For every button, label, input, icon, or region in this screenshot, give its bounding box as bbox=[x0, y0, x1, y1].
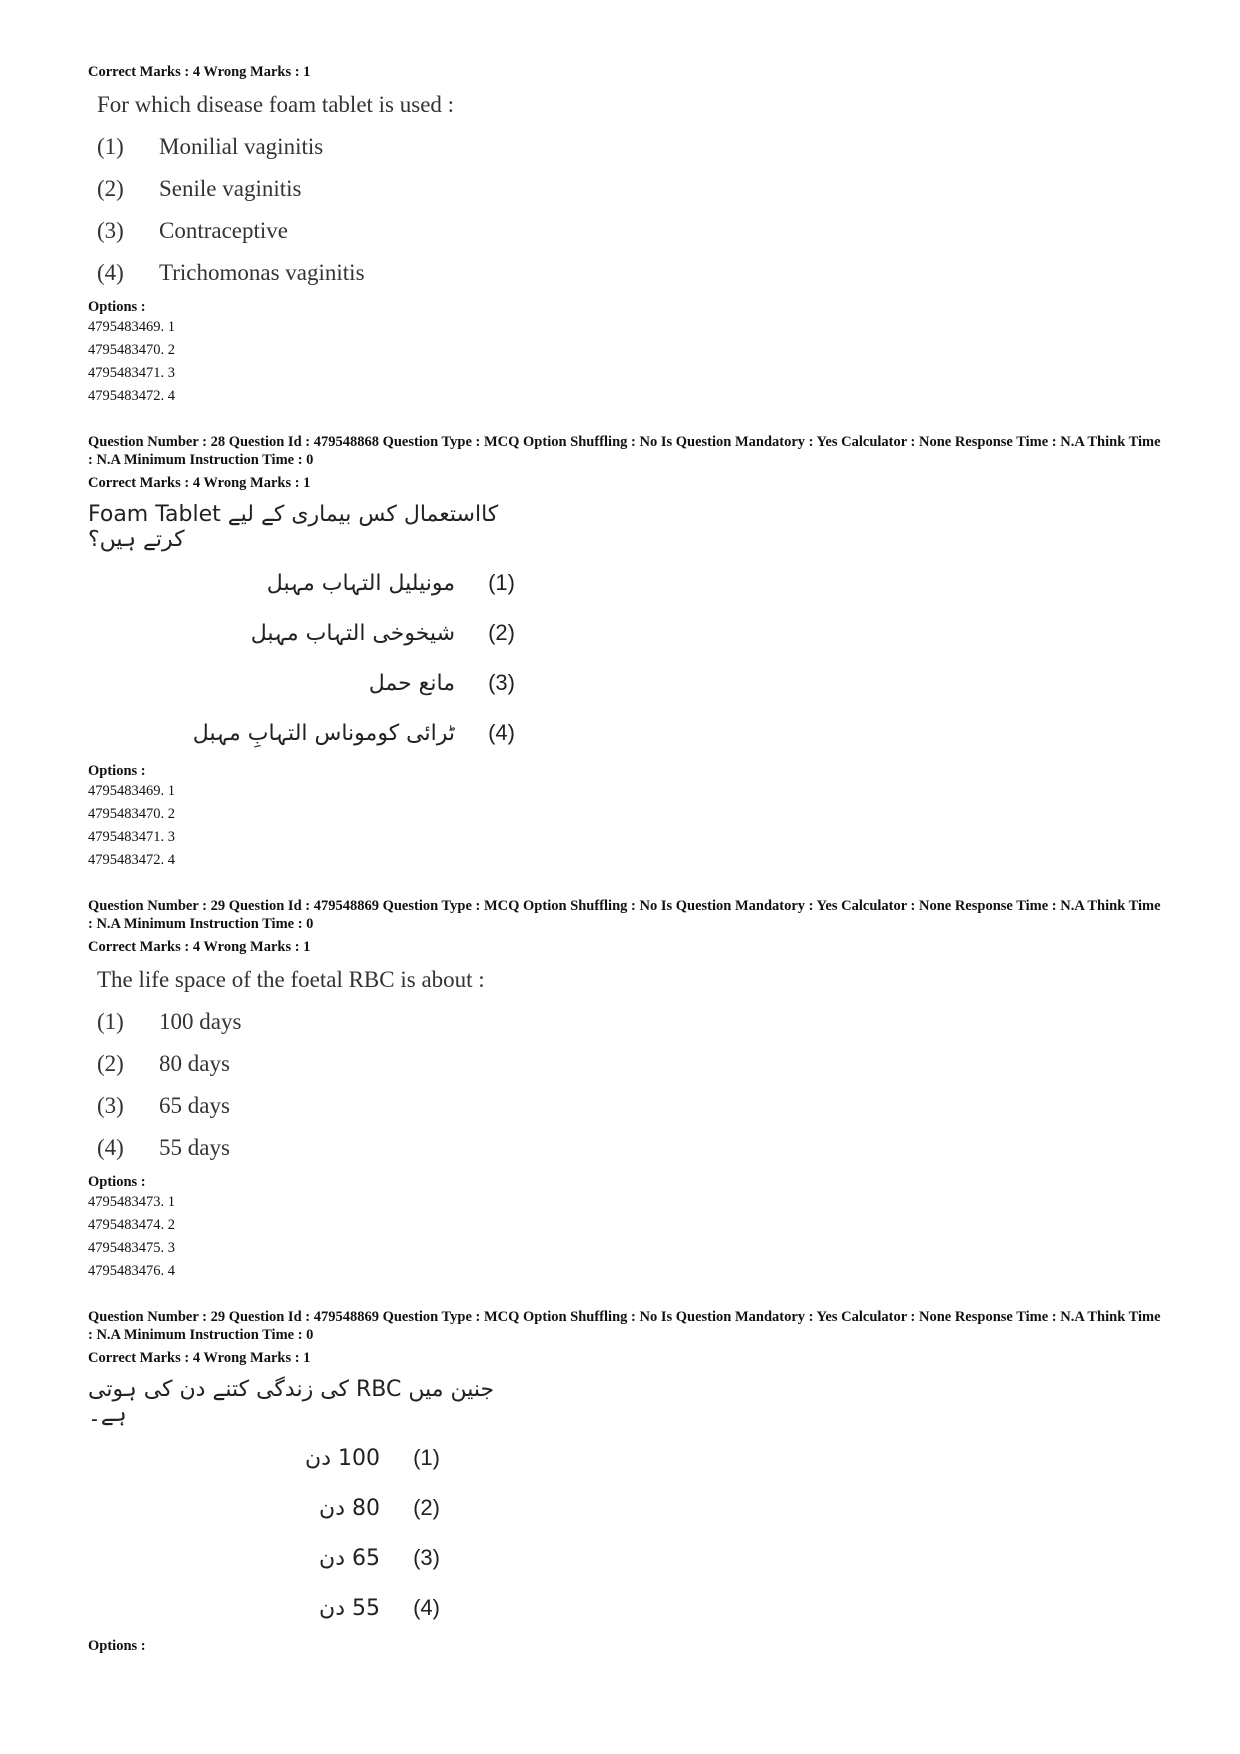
option-id-line: 4795483471. 3 bbox=[88, 365, 175, 381]
choice-number: (2) bbox=[413, 1495, 440, 1520]
choice-item bbox=[97, 1007, 1168, 1037]
choice-item bbox=[97, 1049, 1168, 1079]
options-label: Options : bbox=[88, 299, 146, 315]
choice-number: (1) bbox=[488, 570, 515, 595]
options-label: Options : bbox=[88, 763, 146, 779]
choice-item bbox=[88, 664, 515, 702]
choice-item bbox=[88, 1539, 440, 1577]
option-id-line: 4795483472. 4 bbox=[88, 852, 175, 868]
choice-number: (4) bbox=[97, 260, 124, 285]
marks-line: Correct Marks : 4 Wrong Marks : 1 bbox=[88, 939, 311, 955]
question-text bbox=[88, 1377, 518, 1427]
option-id-line: 4795483476. 4 bbox=[88, 1263, 175, 1279]
choice-number: (3) bbox=[97, 1093, 124, 1118]
marks-line: Correct Marks : 4 Wrong Marks : 1 bbox=[88, 1350, 311, 1366]
marks-line: Correct Marks : 4 Wrong Marks : 1 bbox=[88, 64, 311, 80]
choice-text: مانع حمل bbox=[368, 670, 455, 696]
question-block-29-english bbox=[88, 897, 1168, 1283]
question-text: For which disease foam tablet is used : bbox=[97, 92, 455, 117]
choice-number: (3) bbox=[413, 1545, 440, 1570]
choice-item bbox=[88, 1589, 440, 1627]
choice-item bbox=[97, 132, 1168, 162]
choice-item bbox=[97, 216, 1168, 246]
choice-text: Contraceptive bbox=[159, 218, 289, 243]
choice-text: 65 days bbox=[159, 1093, 230, 1118]
question-text-urdu: جنین میں RBC کی زندگی کتنے دن کی ہوتی ہے۔ bbox=[88, 1377, 495, 1427]
options-label: Options : bbox=[88, 1174, 146, 1190]
question-text bbox=[88, 502, 518, 552]
choice-number: (2) bbox=[97, 1051, 124, 1076]
choice-item bbox=[88, 1439, 440, 1477]
choice-text: 55 دن bbox=[319, 1595, 380, 1621]
question-block-27-english bbox=[88, 63, 1168, 408]
choice-number: (4) bbox=[488, 720, 515, 745]
choice-item bbox=[97, 258, 1168, 288]
choice-number: (2) bbox=[97, 176, 124, 201]
choice-text: 100 دن bbox=[305, 1445, 380, 1471]
option-id-line: 4795483470. 2 bbox=[88, 806, 175, 822]
choice-number: (1) bbox=[97, 134, 124, 159]
question-meta: Question Number : 29 Question Id : 479548869 Question Type : MCQ Option Shuffling : No Is Question Mandatory : Yes Calculator : None Response Time : N.A Think Time : N.A Minimum Instruction Time : 0 bbox=[88, 898, 1161, 932]
question-block-29-urdu bbox=[88, 1308, 1168, 1655]
choice-number: (3) bbox=[488, 670, 515, 695]
choice-text: شیخوخی التہاب مہبل bbox=[250, 620, 455, 646]
option-id-line: 4795483473. 1 bbox=[88, 1194, 175, 1210]
choice-item bbox=[97, 1133, 1168, 1163]
question-meta: Question Number : 29 Question Id : 479548869 Question Type : MCQ Option Shuffling : No Is Question Mandatory : Yes Calculator : None Response Time : N.A Think Time : N.A Minimum Instruction Time : 0 bbox=[88, 1309, 1161, 1343]
question-meta: Question Number : 28 Question Id : 479548868 Question Type : MCQ Option Shuffling : No Is Question Mandatory : Yes Calculator : None Response Time : N.A Think Time : N.A Minimum Instruction Time : 0 bbox=[88, 434, 1161, 468]
question-block-28-urdu bbox=[88, 433, 1168, 872]
choice-item bbox=[97, 1091, 1168, 1121]
option-id-line: 4795483475. 3 bbox=[88, 1240, 175, 1256]
choice-item bbox=[88, 1489, 440, 1527]
option-id-line: 4795483469. 1 bbox=[88, 319, 175, 335]
choice-text: Monilial vaginitis bbox=[159, 134, 324, 159]
choice-text: Senile vaginitis bbox=[159, 176, 302, 201]
choice-item bbox=[88, 714, 515, 752]
question-text: The life space of the foetal RBC is about : bbox=[97, 967, 485, 992]
choice-text: 100 days bbox=[159, 1009, 242, 1034]
choice-item bbox=[97, 174, 1168, 204]
marks-line: Correct Marks : 4 Wrong Marks : 1 bbox=[88, 475, 311, 491]
choices-list bbox=[88, 1439, 440, 1627]
choice-text: مونیلیل التہاب مہبل bbox=[266, 570, 455, 596]
choice-text: ٹرائی کوموناس التہابِ مہبل bbox=[192, 720, 455, 746]
options-label: Options : bbox=[88, 1638, 146, 1654]
choice-text: 65 دن bbox=[319, 1545, 380, 1571]
choice-text: Trichomonas vaginitis bbox=[159, 260, 365, 285]
choice-text: 80 days bbox=[159, 1051, 230, 1076]
option-id-line: 4795483474. 2 bbox=[88, 1217, 175, 1233]
choice-number: (1) bbox=[413, 1445, 440, 1470]
question-text-urdu: Foam Tablet کااستعمال کس بیماری کے لیے کرتے ہیں؟ bbox=[88, 502, 499, 552]
choice-number: (1) bbox=[97, 1009, 124, 1034]
choices-list bbox=[88, 564, 515, 752]
option-id-line: 4795483471. 3 bbox=[88, 829, 175, 845]
choice-text: 55 days bbox=[159, 1135, 230, 1160]
choice-item bbox=[88, 564, 515, 602]
question-paper-page bbox=[88, 58, 1168, 1655]
option-id-line: 4795483469. 1 bbox=[88, 783, 175, 799]
choice-number: (4) bbox=[97, 1135, 124, 1160]
choice-item bbox=[88, 614, 515, 652]
option-id-line: 4795483472. 4 bbox=[88, 388, 175, 404]
choice-number: (2) bbox=[488, 620, 515, 645]
option-id-line: 4795483470. 2 bbox=[88, 342, 175, 358]
choice-text: 80 دن bbox=[319, 1495, 380, 1521]
choice-number: (4) bbox=[413, 1595, 440, 1620]
choice-number: (3) bbox=[97, 218, 124, 243]
